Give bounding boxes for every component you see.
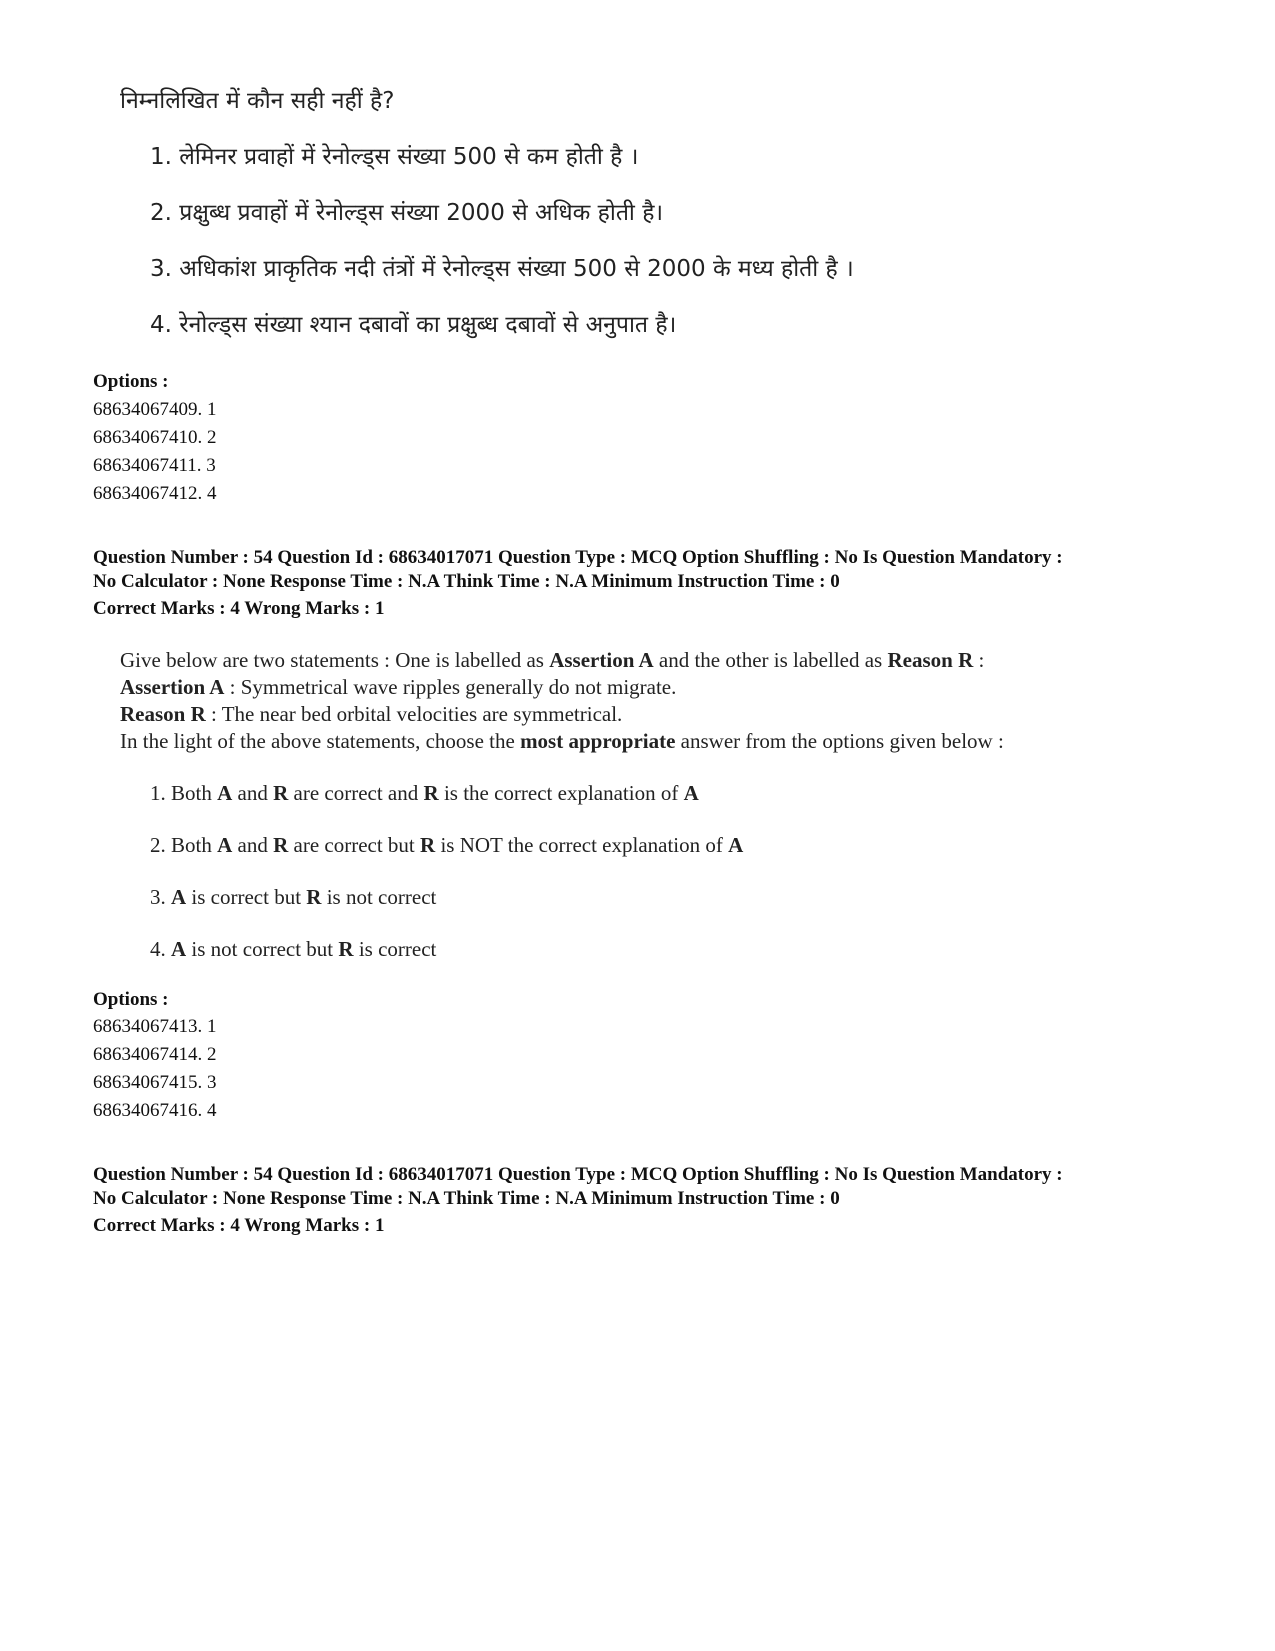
- statement-2: 2. प्रक्षुब्ध प्रवाहों में रेनोल्ड्स संख्या 2000 से अधिक होती है।: [150, 200, 664, 226]
- assertion-line: Assertion A : Symmetrical wave ripples generally do not migrate.: [120, 675, 677, 699]
- option-7: 68634067415. 3: [93, 1072, 217, 1093]
- choice-2: 2. Both A and R are correct but R is NOT the correct explanation of A: [150, 833, 744, 857]
- option-8: 68634067416. 4: [93, 1100, 217, 1121]
- statement-3: 3. अधिकांश प्राकृतिक नदी तंत्रों में रेनोल्ड्स संख्या 500 से 2000 के मध्य होती है ।: [150, 256, 854, 282]
- options-label-2: Options :: [93, 989, 169, 1010]
- reason-line: Reason R : The near bed orbital velocities are symmetrical.: [120, 702, 623, 726]
- question-meta-line2: No Calculator : None Response Time : N.A Think Time : N.A Minimum Instruction Time : 0: [93, 571, 840, 592]
- statement-1: 1. लेमिनर प्रवाहों में रेनोल्ड्स संख्या 500 से कम होती है ।: [150, 144, 639, 170]
- marks-line: Correct Marks : 4 Wrong Marks : 1: [93, 598, 385, 619]
- option-5: 68634067413. 1: [93, 1016, 217, 1037]
- marks-line-2: Correct Marks : 4 Wrong Marks : 1: [93, 1215, 385, 1236]
- question-meta-line2-2: No Calculator : None Response Time : N.A Think Time : N.A Minimum Instruction Time : 0: [93, 1188, 840, 1209]
- options-label: Options :: [93, 371, 169, 392]
- question-meta-line1-2: Question Number : 54 Question Id : 68634017071 Question Type : MCQ Option Shuffling : No Is Question Mandatory :: [93, 1164, 1063, 1185]
- choice-3: 3. A is correct but R is not correct: [150, 885, 437, 909]
- instruction-line: In the light of the above statements, choose the most appropriate answer from the options given below :: [120, 729, 1004, 753]
- question-meta-line1: Question Number : 54 Question Id : 68634017071 Question Type : MCQ Option Shuffling : No Is Question Mandatory :: [93, 547, 1063, 568]
- choice-4: 4. A is not correct but R is correct: [150, 937, 437, 961]
- option-3: 68634067411. 3: [93, 455, 216, 476]
- question-intro: Give below are two statements : One is labelled as Assertion A and the other is labelled as Reason R :: [120, 648, 985, 672]
- option-4: 68634067412. 4: [93, 483, 217, 504]
- option-2: 68634067410. 2: [93, 427, 217, 448]
- statement-4: 4. रेनोल्ड्स संख्या श्यान दबावों का प्रक्षुब्ध दबावों से अनुपात है।: [150, 312, 677, 338]
- question-stem-hindi: निम्नलिखित में कौन सही नहीं है?: [120, 88, 395, 114]
- option-6: 68634067414. 2: [93, 1044, 217, 1065]
- option-1: 68634067409. 1: [93, 399, 217, 420]
- choice-1: 1. Both A and R are correct and R is the correct explanation of A: [150, 781, 699, 805]
